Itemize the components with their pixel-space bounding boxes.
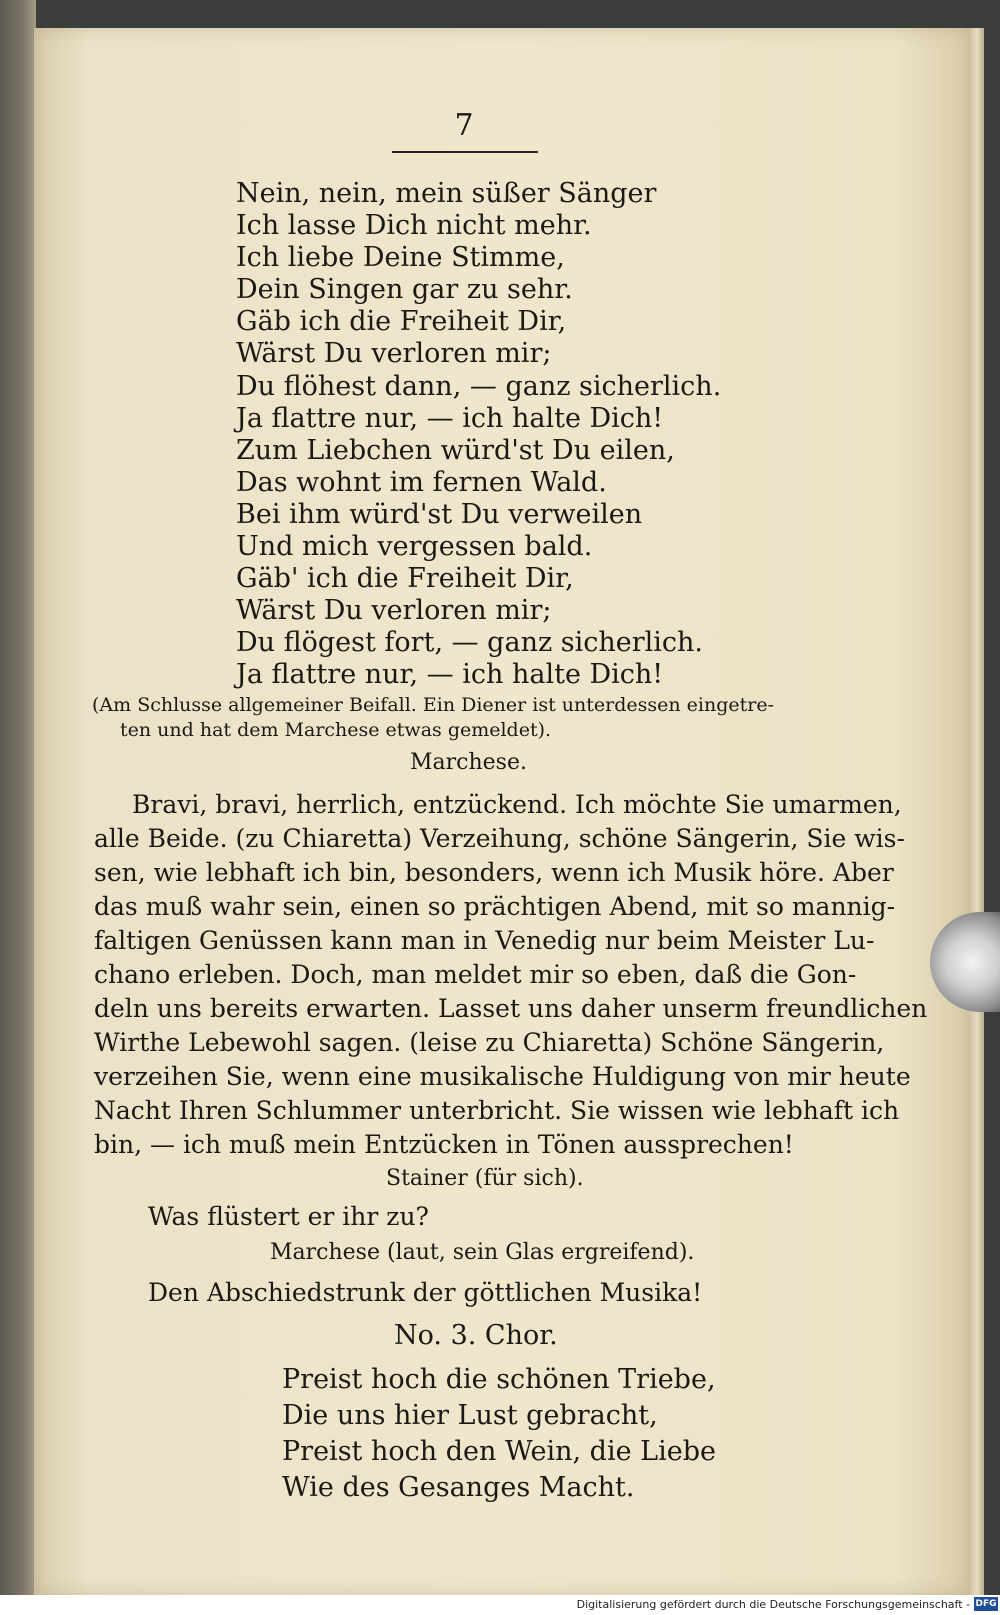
prose-line: faltigen Genüssen kann man in Venedig nur beim Meister Lu-	[94, 926, 875, 955]
verse-line: Dein Singen gar zu sehr.	[236, 274, 573, 305]
verse-line: Ja flattre nur, — ich halte Dich!	[236, 403, 664, 434]
prose-line: Wirthe Lebewohl sagen. (leise zu Chiaretta) Schöne Sängerin,	[94, 1028, 885, 1057]
speaker-name: Marchese (laut, sein Glas ergreifend).	[270, 1240, 695, 1265]
footer-credit: Digitalisierung gefördert durch die Deutsche Forschungsgemeinschaft -	[576, 1598, 970, 1611]
verse-line: Zum Liebchen würd'st Du eilen,	[236, 435, 675, 466]
book-spine-edge	[0, 0, 36, 1595]
verse-line: Das wohnt im fernen Wald.	[236, 467, 607, 498]
speaker-name: Stainer (für sich).	[386, 1166, 584, 1191]
verse-line: Wärst Du verloren mir;	[236, 595, 552, 626]
chorus-line: Die uns hier Lust gebracht,	[282, 1400, 658, 1431]
verse-line: Bei ihm würd'st Du verweilen	[236, 499, 643, 530]
chorus-line: Preist hoch den Wein, die Liebe	[282, 1436, 716, 1467]
header-rule	[392, 151, 538, 153]
prose-line: sen, wie lebhaft ich bin, besonders, wenn ich Musik höre. Aber	[94, 858, 894, 887]
page-number: 7	[454, 108, 474, 143]
prose-line: bin, — ich muß mein Entzücken in Tönen aussprechen!	[94, 1130, 794, 1159]
chorus-line: Wie des Gesanges Macht.	[282, 1472, 635, 1503]
verse-line: Du flöhest dann, — ganz sicherlich.	[236, 371, 722, 402]
page-right-edge	[970, 28, 984, 1595]
verse-line: Ich lasse Dich nicht mehr.	[236, 210, 592, 241]
prose-line: Was flüstert er ihr zu?	[148, 1202, 429, 1231]
verse-line: Nein, nein, mein süßer Sänger	[236, 178, 657, 209]
stage-direction: (Am Schlusse allgemeiner Beifall. Ein Diener ist unterdessen eingetre-	[92, 694, 774, 716]
prose-line: chano erleben. Doch, man meldet mir so eben, daß die Gon-	[94, 960, 857, 989]
stage-direction: ten und hat dem Marchese etwas gemeldet).	[120, 719, 552, 741]
verse-line: Ich liebe Deine Stimme,	[236, 242, 565, 273]
speaker-name: Marchese.	[410, 750, 527, 775]
chorus-line: Preist hoch die schönen Triebe,	[282, 1364, 716, 1395]
prose-line: Bravi, bravi, herrlich, entzückend. Ich möchte Sie umarmen,	[132, 790, 902, 819]
prose-line: Nacht Ihren Schlummer unterbricht. Sie wissen wie lebhaft ich	[94, 1096, 900, 1125]
verse-line: Wärst Du verloren mir;	[236, 338, 552, 369]
prose-line: alle Beide. (zu Chiaretta) Verzeihung, schöne Sängerin, Sie wis-	[94, 824, 905, 853]
dfg-logo: DFG	[975, 1599, 997, 1609]
prose-line: das muß wahr sein, einen so prächtigen Abend, mit so mannig-	[94, 892, 896, 921]
section-heading: No. 3. Chor.	[394, 1320, 558, 1351]
verse-line: Du flögest fort, — ganz sicherlich.	[236, 627, 704, 658]
verse-line: Und mich vergessen bald.	[236, 531, 593, 562]
prose-line: deln uns bereits erwarten. Lasset uns daher unserm freundlichen	[94, 994, 928, 1023]
verse-line: Gäb ich die Freiheit Dir,	[236, 306, 567, 337]
verse-line: Ja flattre nur, — ich halte Dich!	[236, 659, 664, 690]
verse-line: Gäb' ich die Freiheit Dir,	[236, 563, 574, 594]
prose-line: Den Abschiedstrunk der göttlichen Musika!	[148, 1278, 703, 1307]
prose-line: verzeihen Sie, wenn eine musikalische Huldigung von mir heute	[94, 1062, 911, 1091]
